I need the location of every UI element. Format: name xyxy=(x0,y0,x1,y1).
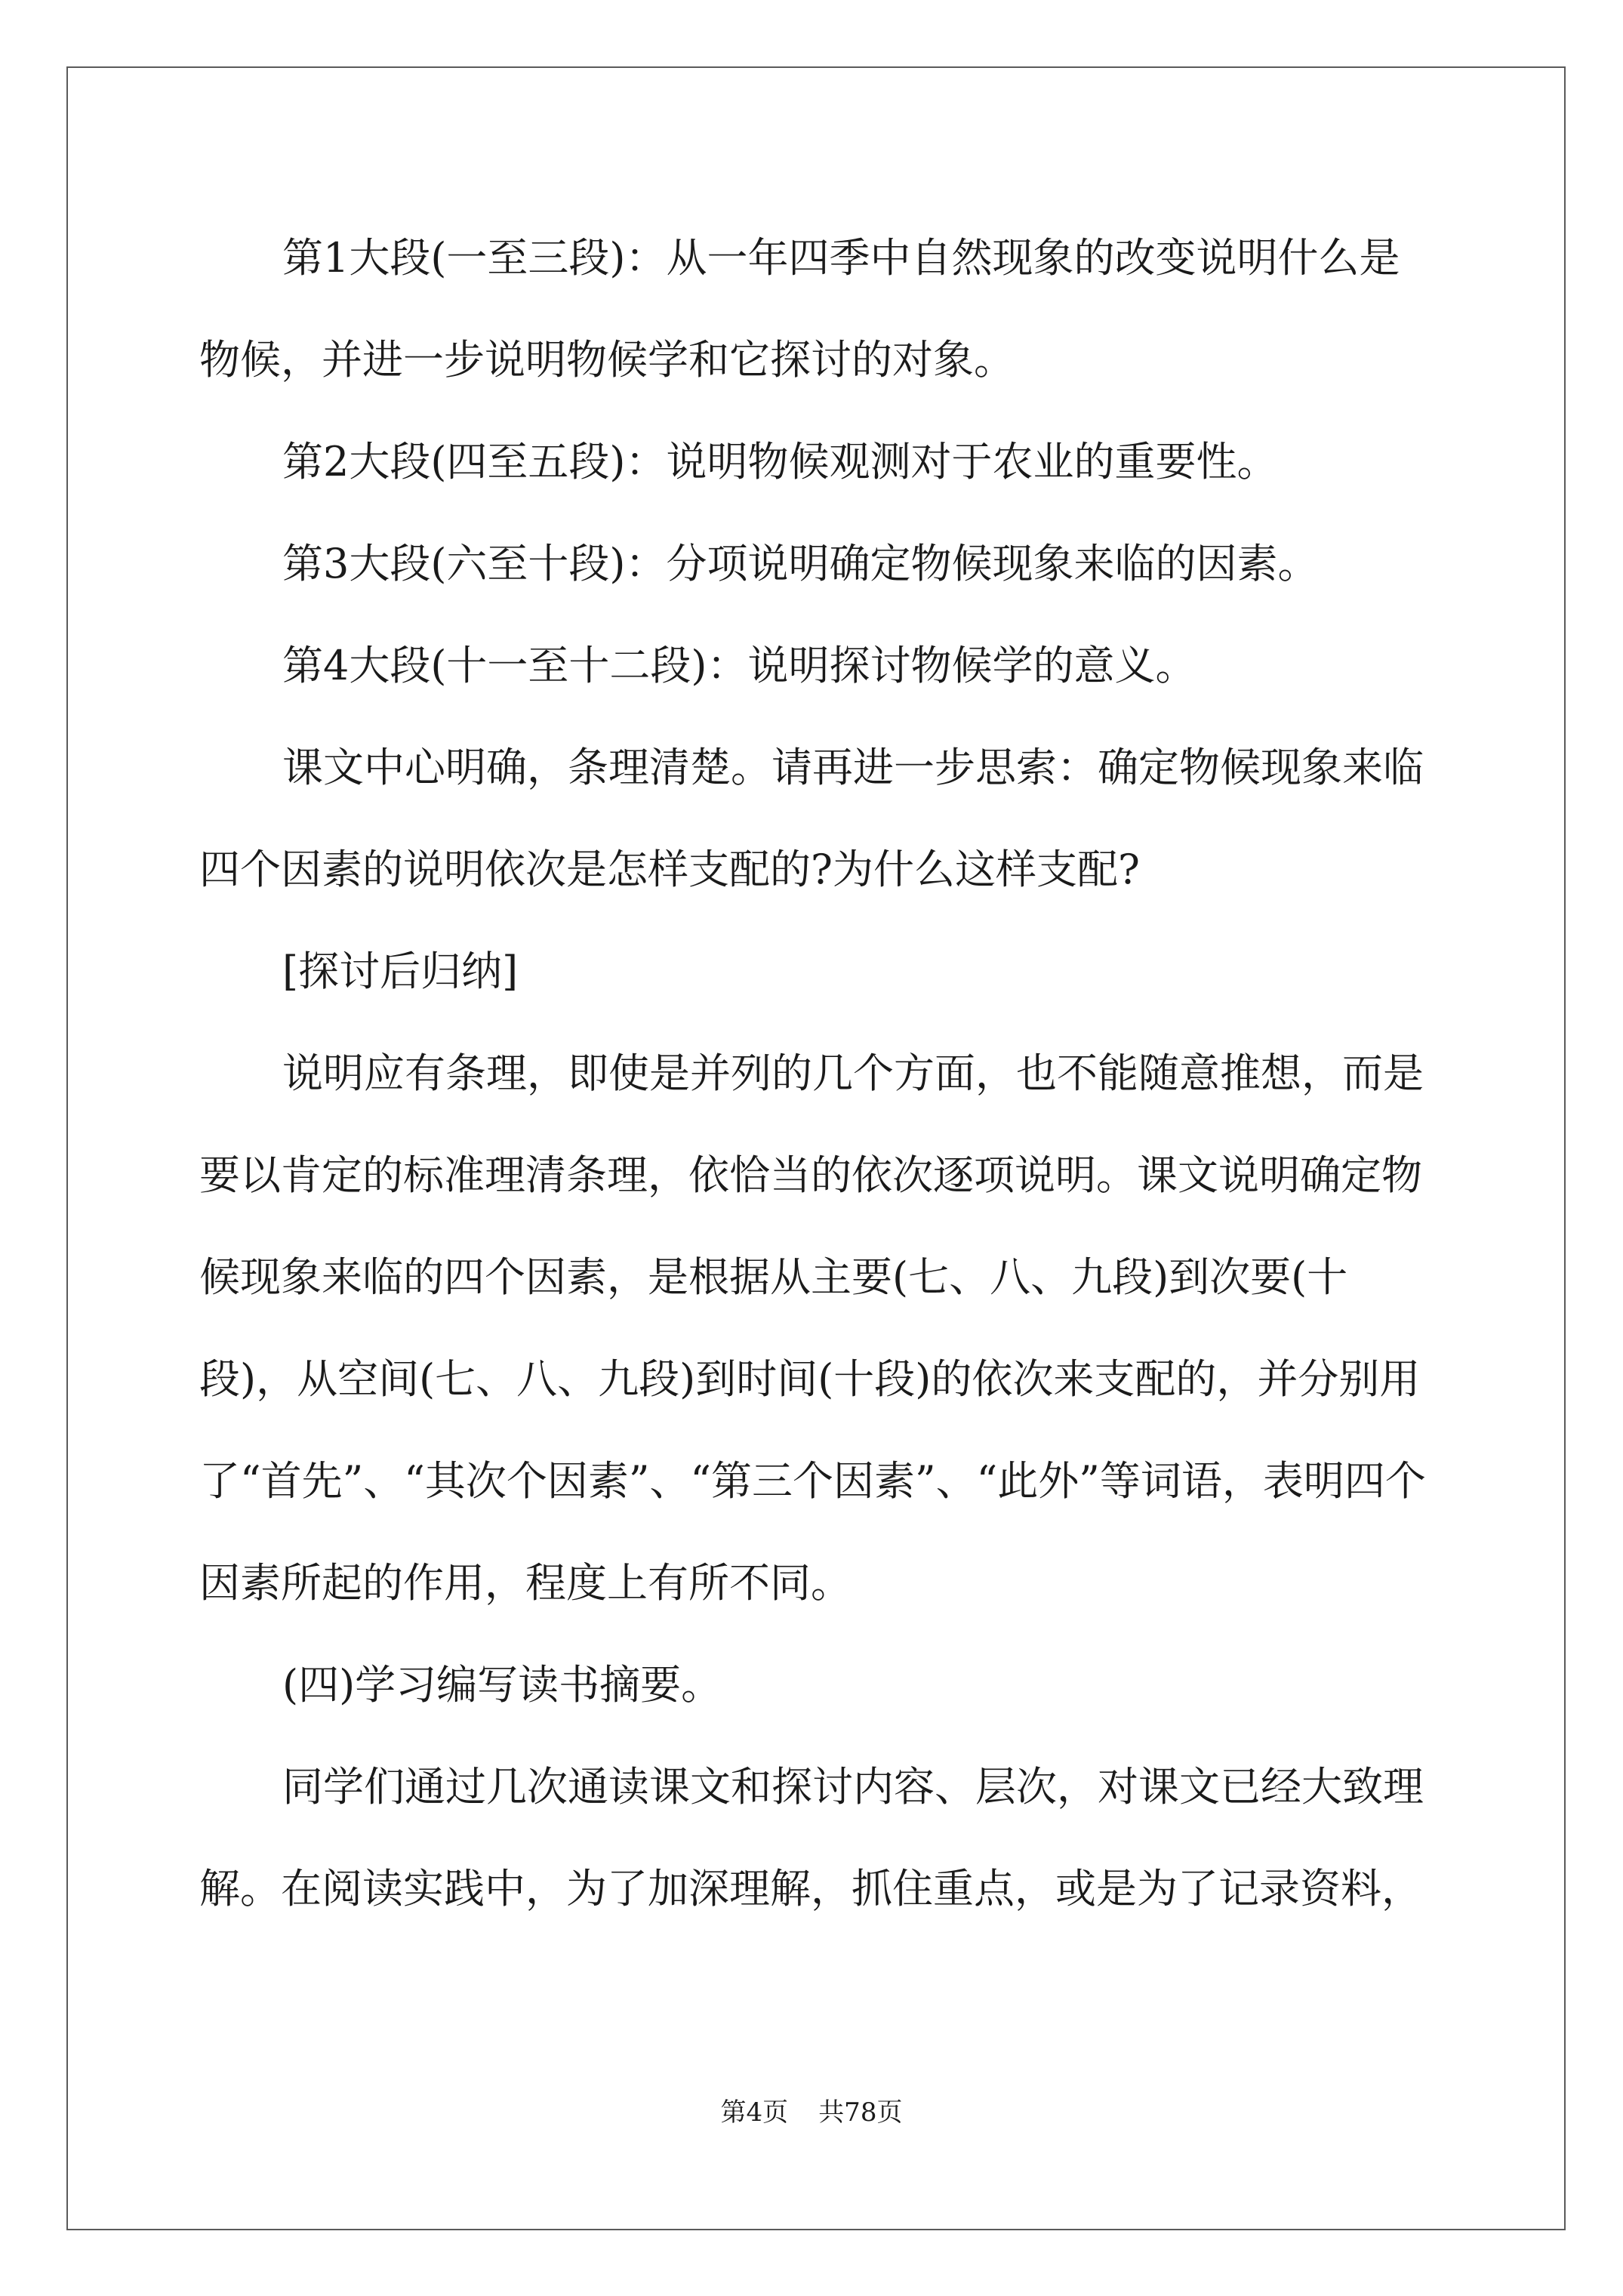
paragraph-section-2: 第2大段(四至五段)：说明物候观测对于农业的重要性。 xyxy=(282,438,1278,485)
paragraph-section-1: 第1大段(一至三段)：从一年四季中自然现象的改变说明什么是物候，并进一步说明物候学和它探讨的对象。 xyxy=(199,234,1400,384)
paragraph-section-3: 第3大段(六至十段)：分项说明确定物候现象来临的因素。 xyxy=(282,540,1319,587)
paragraph-heading-4: (四)学习编写读书摘要。 xyxy=(282,1661,722,1709)
paragraph-heading-summary: [探讨后归纳] xyxy=(282,948,519,995)
paragraph-section-4: 第4大段(十一至十二段)：说明探讨物候学的意义。 xyxy=(282,642,1196,689)
page-footer xyxy=(0,2091,1623,2128)
page-total: 共78页 xyxy=(818,2097,903,2128)
page-number: 第4页 xyxy=(720,2097,789,2128)
paragraph-summary: 说明应有条理，即使是并列的几个方面，也不能随意推想，而是要以肯定的标准理清条理，依恰当的依次逐项说明。课文说明确定物候现象来临的四个因素，是根据从主要(七、八、九段)到次要(十段)，从空间(七、八、九段)到时间(十段)的依次来支配的，并分别用了“首先”、“其次个因素”、“第三个因素”、“此外”等词语，表明四个因素所起的作用，程度上有所不同。 xyxy=(199,1049,1426,1607)
paragraph-reading: 同学们通过几次通读课文和探讨内容、层次，对课文已经大致理解。在阅读实践中，为了加深理解，抓住重点，或是为了记录资料， xyxy=(199,1763,1424,1912)
paragraph-question: 课文中心明确，条理清楚。请再进一步思索：确定物候现象来临四个因素的说明依次是怎样支配的?为什么这样支配? xyxy=(199,744,1424,893)
document-body xyxy=(199,207,1437,1940)
